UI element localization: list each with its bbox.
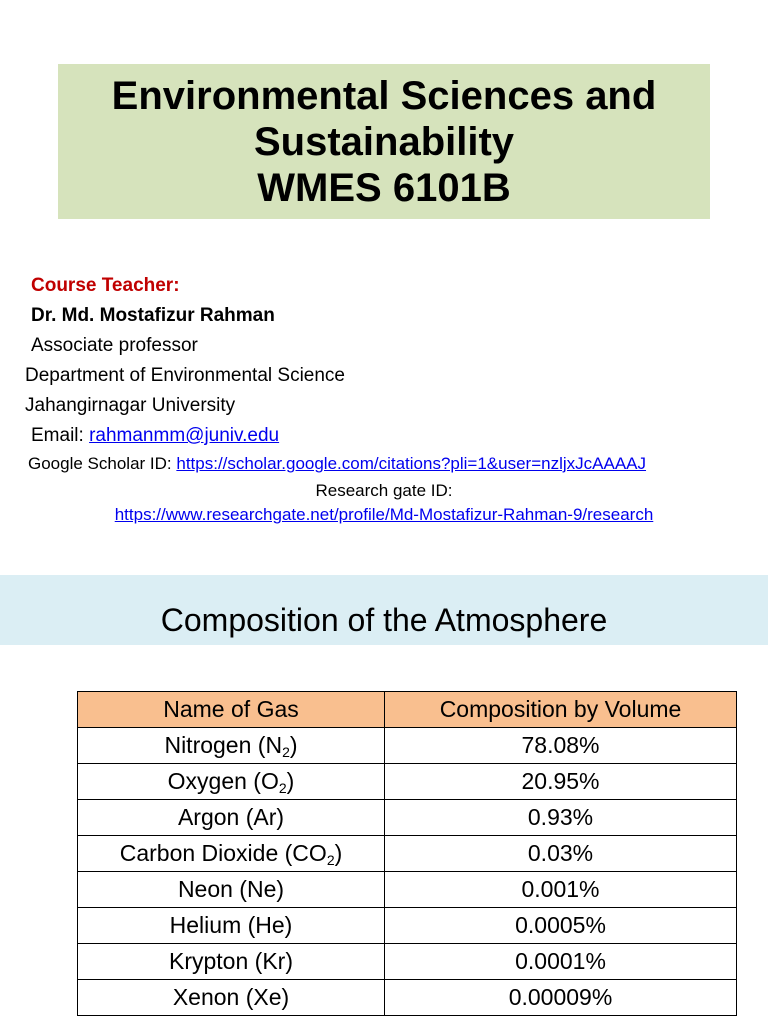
email-row: [31, 425, 279, 447]
gas-value-cell: 0.0005%: [385, 908, 737, 944]
gas-name-cell: Krypton (Kr): [78, 944, 385, 980]
email-label: Email:: [31, 425, 84, 446]
gas-value-cell: 0.001%: [385, 872, 737, 908]
researchgate-row: [0, 505, 768, 525]
table-row: [78, 944, 737, 980]
email-link[interactable]: rahmanmm@juniv.edu: [89, 425, 280, 446]
table-header-row: [78, 692, 737, 728]
table-row: [78, 764, 737, 800]
gas-name-cell: Carbon Dioxide $(CO_2)$: [78, 836, 385, 872]
scholar-label: Google Scholar ID:: [28, 454, 172, 473]
gas-name-cell: Helium (He): [78, 908, 385, 944]
table-row: [78, 908, 737, 944]
header-composition: Composition by Volume: [385, 692, 737, 728]
teacher-department: Department of Environmental Science: [25, 365, 345, 386]
gas-name-cell: Neon (Ne): [78, 872, 385, 908]
gas-value-cell: 0.03%: [385, 836, 737, 872]
gas-name-cell: Xenon (Xe): [78, 980, 385, 1016]
title-box: [58, 64, 710, 219]
course-teacher-heading: Course Teacher:: [31, 275, 180, 296]
table-row: [78, 800, 737, 836]
gas-value-cell: 78.08%: [385, 728, 737, 764]
title-line-2: Sustainability: [253, 119, 515, 164]
gas-name-cell: Nitrogen $(N_2)$: [78, 728, 385, 764]
table-row: [78, 980, 737, 1016]
gas-value-cell: 20.95%: [385, 764, 737, 800]
atmosphere-composition-table: [77, 691, 737, 1016]
table-row: [78, 728, 737, 764]
header-gas-name: Name of Gas: [78, 692, 385, 728]
table-row: [78, 836, 737, 872]
teacher-name: Dr. Md. Mostafizur Rahman: [31, 305, 275, 326]
gas-name-cell: Oxygen $(O_2)$: [78, 764, 385, 800]
researchgate-label: Research gate ID:: [315, 481, 453, 500]
gas-value-cell: 0.00009%: [385, 980, 737, 1016]
teacher-position: Associate professor: [31, 335, 198, 356]
scholar-link[interactable]: https://scholar.google.com/citations?pli=1&user=nzljxJcAAAAJ: [176, 454, 647, 473]
gas-value-cell: 0.0001%: [385, 944, 737, 980]
table-row: [78, 872, 737, 908]
course-code: WMES 6101B: [257, 165, 511, 210]
section-title: Composition of the Atmosphere: [160, 602, 608, 638]
gas-value-cell: 0.93%: [385, 800, 737, 836]
researchgate-link[interactable]: https://www.researchgate.net/profile/Md-Mostafizur-Rahman-9/research: [114, 505, 654, 524]
title-line-1: Environmental Sciences and: [111, 73, 657, 118]
gas-name-cell: Argon (Ar): [78, 800, 385, 836]
scholar-row: [28, 454, 646, 474]
teacher-university: Jahangirnagar University: [25, 395, 236, 416]
